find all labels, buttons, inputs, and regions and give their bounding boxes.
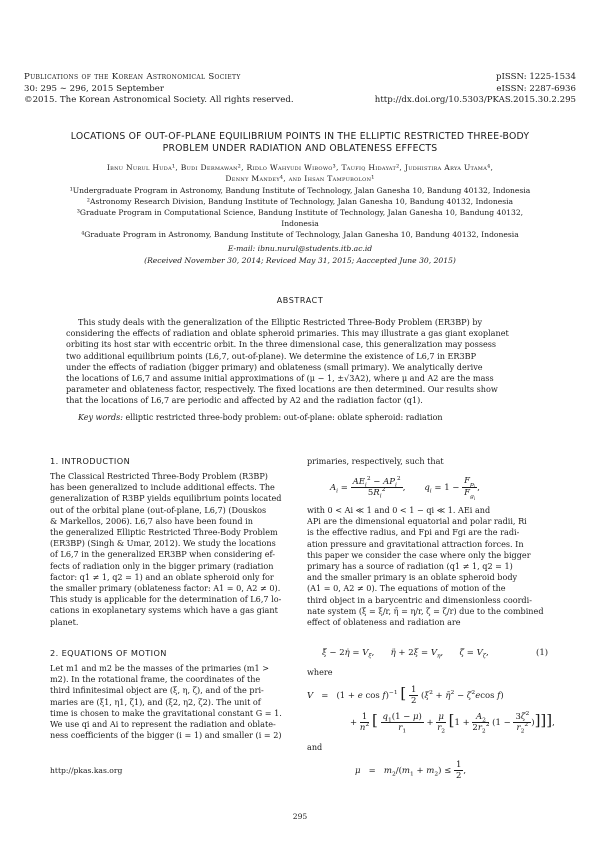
and-label: and [307,742,323,752]
eq-line: maries are (ξ1, η1, ζ1), and (ξ2, η2, ζ2). The unit of [50,696,261,707]
right-line: effect of oblateness and radiation are [307,617,461,628]
primaries-intro: primaries, respectively, such that [307,456,444,466]
right-line: and the smaller primary is an oblate spheroid body [307,572,518,583]
abstract-line: the locations of L6,7 and assume initial approximations of (μ − 1, ±√3A2), where μ and A2 are the mass [66,373,494,384]
equation-1: ξ̈ − 2η̇ = $V_\xi$, η̈ + 2ξ̇ = $V_\eta$, ζ̈ = $V_\zeta$, [322,648,489,660]
right-line: ation pressure and gravitational attraction forces. In [307,538,524,549]
eq-line: We use qi and Ai to represent the radiation and oblate- [50,719,276,730]
journal-name: Publications of the Korean Astronomical Society [24,72,241,82]
intro-line: cations in exoplanetary systems which have a gas giant [50,605,278,616]
intro-line: of L6,7 in the generalized ER3BP when considering ef- [50,549,275,560]
abstract-line: two additional equilibrium points (L6,7, out-of-plane). We determine the existence of L6,7 in ER3BP [66,350,477,361]
right-line: primary has a source of radiation (q1 ≠ 1, q2 = 1) [307,561,513,572]
equation-potential-v: V = (1 + e cos f)$^{-1}$ [ $\frac{1}{2}$ (ξ̄$^2$ + η̄$^2$ − ζ̄$^2$ecos f) [307,684,504,706]
intro-line: planet. [50,616,79,627]
received-dates: (Received November 30, 2014; Reviced May 31, 2015; Aaccepted June 30, 2015) [144,256,456,265]
section-equations-heading: 2. EQUATIONS OF MOTION [50,648,167,658]
footer-url[interactable]: http://pkas.kas.org [50,766,123,775]
paper-title-line1: LOCATIONS OF OUT-OF-PLANE EQUILIBRIUM POINTS IN THE ELLIPTIC RESTRICTED THREE-BODY [70,131,530,142]
right-line: (A1 = 0, A2 ≠ 0). The equations of motion of the [307,583,506,594]
intro-line: (ER3BP) (Singh & Umar, 2012). We study the locations [50,538,276,549]
eq-line: Let m1 and m2 be the masses of the primaries (m1 > [50,663,269,673]
abstract-line: that the locations of L6,7 are periodic and affected by A2 and the radiation factor (q1). [66,395,423,406]
email[interactable]: E-mail: ibnu.nurul@students.itb.ac.id [227,244,373,253]
abstract-body [66,317,532,407]
abstract-line: parameter and oblateness factor, respectively. The fixed locations are then determined. Our results show [66,384,498,395]
page-number: 295 [292,812,308,821]
affiliation-4: ⁴Graduate Program in Astronomy, Bandung Institute of Technology, Jalan Ganesha 10, Bandung 40132, Indonesia [81,230,519,239]
affiliation-3-cont: Indonesia [281,219,319,228]
right-line: this paper we consider the case where only the bigger [307,549,531,560]
equation-mu: $\mu = m_2/(m_1 + m_2)$ ≤ $\frac{1}{2}$ , [355,760,467,781]
abstract-heading: ABSTRACT [276,296,324,305]
right-line: nate system (ξ̄ = ξ/r, η̄ = η/r, ζ̄ = ζ/r) due to the combined [307,605,544,616]
right-line: is the effective radius, and Fpi and Fgi are the radi- [307,527,520,538]
abstract-line: under the effects of radiation (bigger primary) and oblateness (small primary). We analytically derive [66,361,483,372]
section-introduction-heading: 1. INTRODUCTION [50,456,131,466]
right-line: APi are the dimensional equatorial and polar radii, Ri [307,516,527,527]
authors-line1: Ibnu Nurul Huda¹, Budi Dermawan², Ridlo Wahyudi Wibowo³, Taufiq Hidayat², Judhistira Arya Utama⁴, [106,163,494,172]
paper-title-line2: PROBLEM UNDER RADIATION AND OBLATENESS EFFECTS [162,143,438,154]
intro-line: factor: q1 ≠ 1, q2 = 1) and an oblate spheroid only for [50,571,274,582]
intro-line: out of the orbital plane (out-of-plane, L6,7) (Douskos [50,504,267,515]
introduction-text [50,471,294,628]
equation-ai-qi: $A_i$ = $\frac{AE_i^2 - AP_i^2}{5R_i^2}$ , $q_i = 1$ − $\frac{F_{p_i}}{F_{g_i}}$ , [330,475,480,501]
intro-line: has been generalized to include additional effects. The [50,482,275,493]
eq-line: time is chosen to make the gravitational constant G = 1. [50,707,282,718]
equation-1-number: (1) [536,648,549,658]
keywords-label: Key words: [78,413,123,422]
primaries-text [307,505,551,628]
keywords-text: elliptic restricted three-body problem: out-of-plane: oblate spheroid: radiation [125,413,443,422]
intro-line: the generalized Elliptic Restricted Three-Body Problem [50,527,278,538]
abstract-line: This study deals with the generalization of the Elliptic Restricted Three-Body Problem (ER3BP) by [78,317,483,327]
intro-line: This study is applicable for the determination of L6,7 lo- [50,594,282,605]
where-label: where [307,667,333,677]
affiliation-1: ¹Undergraduate Program in Astronomy, Bandung Institute of Technology, Jalan Ganesha 10, Bandung 40132, Indonesia [69,186,531,195]
intro-line: the smaller primary (oblateness factor: A1 = 0, A2 ≠ 0). [50,583,281,594]
eq-line: ness coefficients of the bigger (i = 1) and smaller (i = 2) [50,730,282,741]
intro-line: The Classical Restricted Three-Body Problem (R3BP) [50,471,268,481]
intro-line: generalization of R3BP yields equilibrium points located [50,493,282,504]
affiliation-3: ³Graduate Program in Computational Science, Bandung Institute of Technology, Jalan Ganesha 10, Bandung 40132, [76,208,524,217]
abstract-line: considering the effects of radiation and oblate spheroid primaries. This may illustrate a gas giant exoplanet [66,328,509,339]
intro-line: & Markellos, 2006). L6,7 also have been found in [50,515,253,526]
right-line: third object in a barycentric and dimensionless coordi- [307,594,532,605]
eq-line: m2). In the rotational frame, the coordinates of the [50,674,261,685]
copyright: ©2015. The Korean Astronomical Society. All rights reserved. [24,95,294,105]
affiliation-2: ²Astronomy Research Division, Bandung Institute of Technology, Jalan Ganesha 10, Bandung 40132, Indonesia [86,197,514,206]
right-line: with 0 < Ai ≪ 1 and 0 < 1 − qi ≪ 1. AEi and [307,505,491,515]
authors-line2: Denny Mandey⁴, and Ihsan Tampubolon¹ [225,174,375,183]
intro-line: fects of radiation only in the bigger primary (radiation [50,560,274,571]
volume-line: 30: 295 ∼ 296, 2015 September [24,84,164,94]
eq-line: third infinitesimal object are (ξ, η, ζ), and of the pri- [50,685,264,696]
pissn: pISSN: 1225-1534 [495,72,576,82]
eissn: eISSN: 2287-6936 [496,84,576,94]
doi-link[interactable]: http://dx.doi.org/10.5303/PKAS.2015.30.2.295 [374,95,576,105]
equation-potential-v-cont: + $\frac{1}{n^2}$ [ $\frac{q_1(1 - \mu)}{r_1}$ + $\frac{\mu}{r_2}$ [1 + $\frac{A_2}{2r_2^2}$ (1 − $\frac{3\zetā^2}{r_2^2}$ )]]], [350,710,555,735]
equations-text [50,663,294,741]
keywords [78,413,443,423]
abstract-line: orbiting its host star with eccentric orbit. In the three dimensional case, this generalization may possess [66,339,497,350]
